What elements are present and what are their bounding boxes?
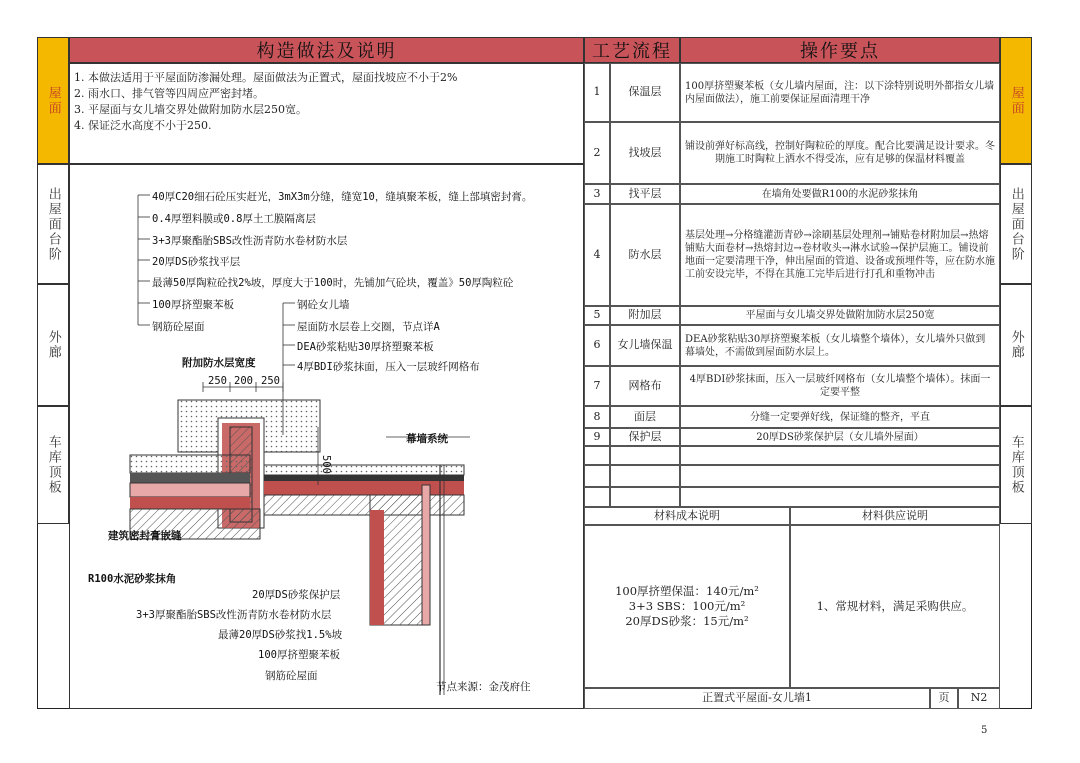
anno-top-4: 20厚DS砂浆找平层 — [152, 256, 241, 268]
process-text: 20厚DS砂浆保护层（女儿墙外屋面） — [680, 428, 1000, 446]
anno-wall-1: 钢砼女儿墙 — [297, 299, 350, 311]
process-name-empty — [610, 487, 680, 507]
process-text: 分缝一定要弹好线，保证缝的整齐，平直 — [680, 406, 1000, 428]
footer-page-label: 页 — [930, 688, 958, 709]
dim-vertical: 500 — [320, 455, 332, 474]
process-name: 附加层 — [610, 306, 680, 325]
process-text: 4厚BDI砂浆抹面，压入一层玻纤网格布（女儿墙整个墙体）。抹面一定要平整 — [680, 366, 1000, 406]
side-label-roof-left: 屋面 — [37, 37, 69, 164]
process-no: 1 — [584, 63, 610, 122]
anno-top-2: 0.4厚塑料膜或0.8厚土工膜隔离层 — [152, 213, 316, 225]
anno-extra-width: 附加防水层宽度 — [182, 357, 256, 369]
dim-3: 250 — [261, 375, 280, 387]
process-text-empty — [680, 465, 1000, 487]
page-number: 5 — [981, 725, 988, 736]
construction-notes — [69, 63, 584, 164]
process-text: 基层处理→分格缝灌沥青砂→涂刷基层处理剂→铺贴卷材附加层→热熔铺贴大面卷材→热熔封边→卷材收头→淋水试验→保护层施工。铺设前地面一定要清理干净，伸出屋面的管道、设备或预埋件等，应在防水施工前安设完毕，不得在其施工完毕后进行打孔和重物冲击 — [680, 204, 1000, 306]
side-label-corridor-left: 外廊 — [37, 284, 69, 406]
anno-bottom-3: 最薄20厚DS砂浆找1.5%坡 — [218, 629, 343, 641]
process-no: 5 — [584, 306, 610, 325]
materials-cost-body — [584, 525, 790, 688]
anno-top-1: 40厚C20细石砼压实赶光，3mX3m分缝，缝宽10，缝填聚苯板，缝上部填密封膏。 — [152, 191, 533, 203]
materials-cost-title: 材料成本说明 — [584, 507, 790, 525]
anno-r100: R100水泥砂浆抹角 — [88, 573, 177, 585]
process-no: 8 — [584, 406, 610, 428]
process-no: 9 — [584, 428, 610, 446]
anno-top-6: 100厚挤塑聚苯板 — [152, 299, 234, 311]
process-name: 防水层 — [610, 204, 680, 306]
process-no: 3 — [584, 184, 610, 204]
process-name: 找坡层 — [610, 122, 680, 184]
anno-bottom-5: 钢筋砼屋面 — [265, 670, 318, 682]
side-label-steps-left: 出屋面台阶 — [37, 164, 69, 284]
process-no-empty — [584, 487, 610, 507]
anno-top-3: 3+3厚聚酯胎SBS改性沥青防水卷材防水层 — [152, 235, 348, 247]
process-name-empty — [610, 446, 680, 465]
detail-drawing — [69, 164, 584, 709]
process-name-empty — [610, 465, 680, 487]
process-no: 4 — [584, 204, 610, 306]
header-process: 工艺流程 — [584, 37, 680, 63]
anno-top-5: 最薄50厚陶粒砼找2%坡，厚度大于100时，先铺加气砼块，覆盖》50厚陶粒砼 — [152, 277, 514, 289]
process-name: 女儿墙保温 — [610, 325, 680, 366]
cost-line: 20厚DS砂浆：15元/m² — [625, 613, 749, 628]
side-label-garage-left: 车库顶板 — [37, 406, 69, 524]
anno-bottom-1: 20厚DS砂浆保护层 — [252, 589, 341, 601]
process-no: 7 — [584, 366, 610, 406]
process-name: 面层 — [610, 406, 680, 428]
materials-supply-body: 1、常规材料，满足采购供应。 — [790, 525, 1000, 688]
header-operation: 操作要点 — [680, 37, 1000, 63]
process-no: 6 — [584, 325, 610, 366]
process-text: 在墙角处要做R100的水泥砂浆抹角 — [680, 184, 1000, 204]
materials-supply-title: 材料供应说明 — [790, 507, 1000, 525]
process-name: 保护层 — [610, 428, 680, 446]
process-no: 2 — [584, 122, 610, 184]
process-text: 100厚挤塑聚苯板（女儿墙内屋面，注：以下涂特别说明外都指女儿墙内屋面做法），施工前要保证屋面清理干净 — [680, 63, 1000, 122]
cost-line: 3+3 SBS：100元/m² — [628, 599, 746, 614]
anno-curtain-wall: 幕墙系统 — [406, 433, 448, 445]
process-name: 找平层 — [610, 184, 680, 204]
anno-wall-2: 屋面防水层卷上交圈，节点详A — [297, 321, 440, 333]
side-label-roof-right: 屋面 — [1000, 37, 1032, 164]
node-source: 节点来源：金茂府住 — [436, 681, 531, 693]
side-label-steps-right: 出屋面台阶 — [1000, 164, 1032, 284]
footer-page-no: N2 — [958, 688, 1000, 709]
process-name: 网格布 — [610, 366, 680, 406]
dim-2: 200 — [234, 375, 253, 387]
anno-wall-4: 4厚BDI砂浆抹面，压入一层玻纤网格布 — [297, 361, 480, 373]
anno-bottom-4: 100厚挤塑聚苯板 — [258, 649, 340, 661]
process-text: 铺设前弹好标高线，控制好陶粒砼的厚度。配合比要满足设计要求。冬期施工时陶粒上洒水不得受冻，应有足够的保温材料覆盖 — [680, 122, 1000, 184]
process-name: 保温层 — [610, 63, 680, 122]
side-label-garage-right: 车库顶板 — [1000, 406, 1032, 524]
note-line: 3. 平屋面与女儿墙交界处做附加防水层250宽。 — [74, 102, 307, 116]
side-label-corridor-right: 外廊 — [1000, 284, 1032, 406]
footer-title: 正置式平屋面-女儿墙1 — [584, 688, 930, 709]
process-no-empty — [584, 465, 610, 487]
cost-line: 100厚挤塑保温：140元/m² — [615, 584, 759, 599]
note-line: 4. 保证泛水高度不小于250. — [74, 118, 212, 132]
dim-1: 250 — [208, 375, 227, 387]
process-text: DEA砂浆粘贴30厚挤塑聚苯板（女儿墙整个墙体），女儿墙外只做到幕墙处，不需做到屋面防水层上。 — [680, 325, 1000, 366]
process-no-empty — [584, 446, 610, 465]
note-line: 1. 本做法适用于平屋面防渗漏处理。屋面做法为正置式，屋面找坡应不小于2% — [74, 71, 458, 84]
anno-top-7: 钢筋砼屋面 — [152, 321, 205, 333]
anno-sealant: 建筑密封膏嵌缝 — [108, 530, 182, 542]
anno-bottom-2: 3+3厚聚酯胎SBS改性沥青防水卷材防水层 — [136, 609, 332, 621]
header-construction: 构造做法及说明 — [69, 37, 584, 63]
process-text-empty — [680, 446, 1000, 465]
anno-wall-3: DEA砂浆粘贴30厚挤塑聚苯板 — [297, 341, 434, 353]
note-line: 2. 雨水口、排气管等四周应严密封堵。 — [74, 86, 264, 100]
process-text-empty — [680, 487, 1000, 507]
process-text: 平屋面与女儿墙交界处做附加防水层250宽 — [680, 306, 1000, 325]
